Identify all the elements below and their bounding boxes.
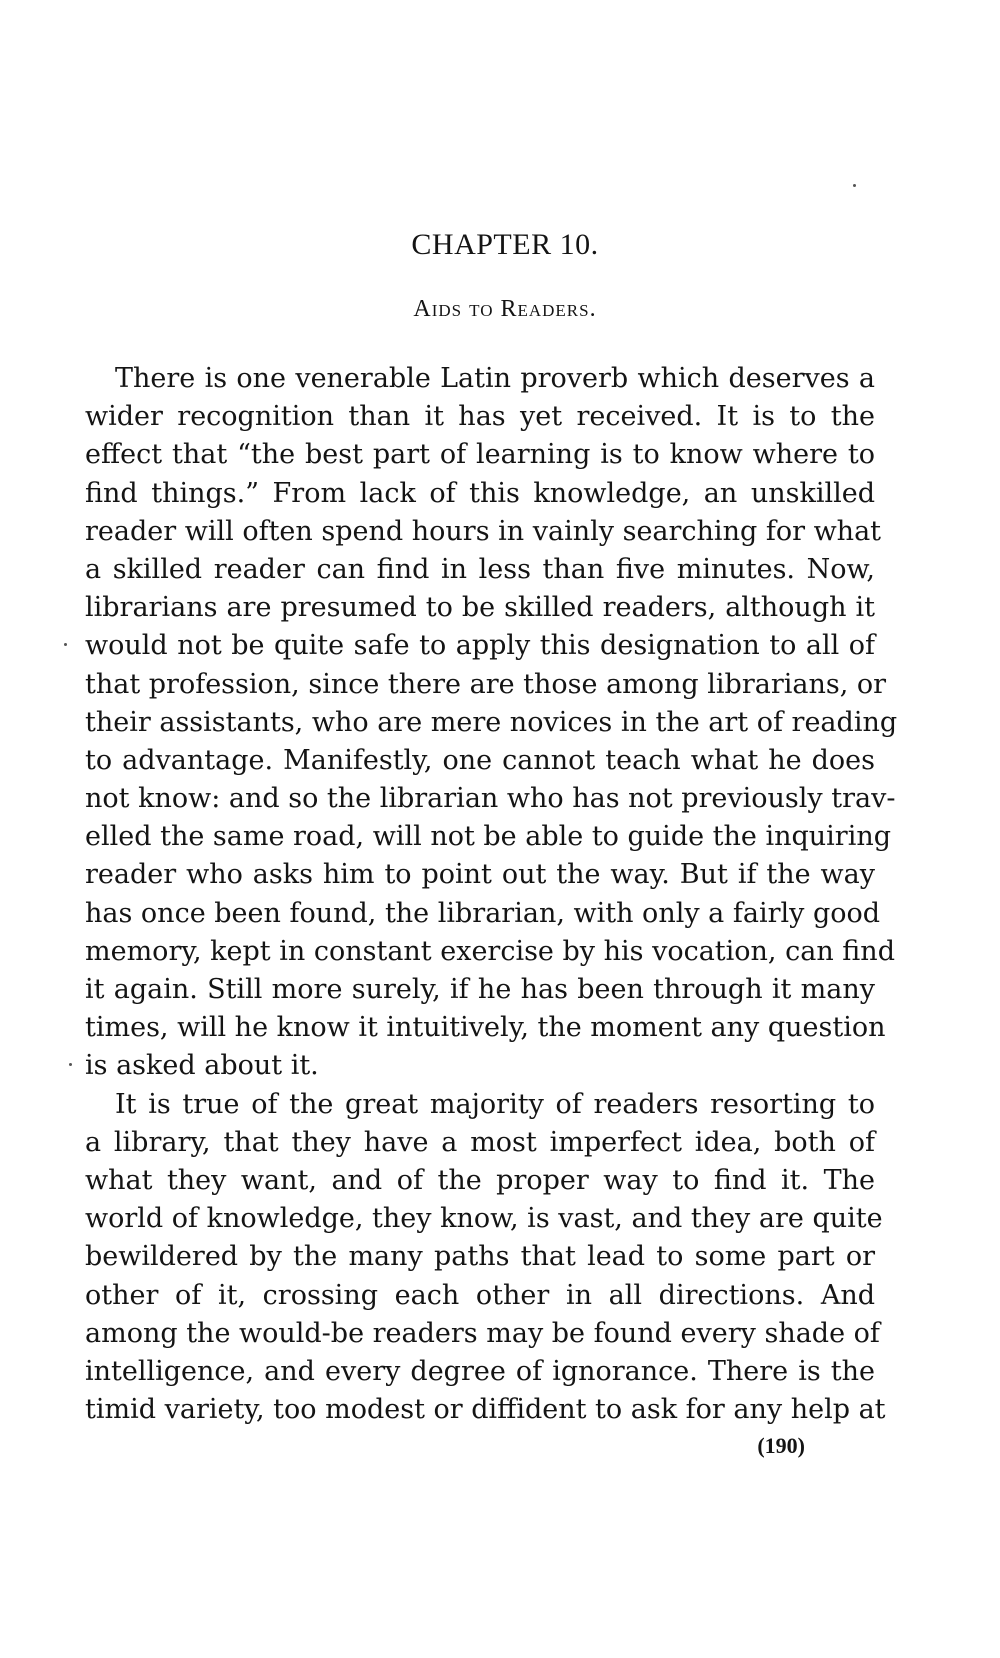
text-line: bewildered by the many paths that lead to some part or [85,1241,875,1273]
text-line: what they want, and of the proper way to find it. The [85,1164,875,1196]
text-line: is asked about it. [85,1050,319,1082]
text-line: elled the same road, will not be able to guide the inquiring [85,821,892,853]
print-speck [853,184,856,187]
chapter-heading: CHAPTER 10. [411,228,599,261]
text-line: not know: and so the librarian who has not previously trav- [85,783,896,815]
text-line: reader will often spend hours in vainly searching for what [85,515,882,547]
print-speck [64,643,67,646]
text-line: it again. Still more surely, if he has been through it many [85,974,875,1005]
text-line: their assistants, who are mere novices in the art of reading [85,706,898,738]
text-line: to advantage. Manifestly, one cannot teach what he does [85,744,875,776]
text-line: wider recognition than it has yet received. It is to the [85,401,875,433]
text-line: a skilled reader can find in less than five minutes. Now, [85,553,875,585]
paragraph [85,360,898,1086]
text-line: has once been found, the librarian, with only a fairly good [85,897,881,929]
text-line: that profession, since there are those among librarians, or [85,668,887,700]
text-line: find things.” From lack of this knowledge, an unskilled [85,477,875,509]
paragraph [85,1086,886,1430]
text-line: memory, kept in constant exercise by his vocation, can find [85,935,895,967]
chapter-body [85,360,898,1429]
text-line: timid variety, too modest or diffident to ask for any help at [85,1394,886,1426]
text-line: world of knowledge, they know, is vast, and they are quite [85,1203,883,1235]
text-line: There is one venerable Latin proverb which deserves a [115,363,875,394]
text-line: librarians are presumed to be skilled readers, although it [85,592,875,624]
text-line: a library, that they have a most imperfect idea, both of [85,1126,875,1158]
text-line: times, will he know it intuitively, the moment any question [85,1012,886,1044]
chapter-subtitle: Aids to Readers. [413,296,597,322]
text-line: among the would-be readers may be found every shade of [85,1317,880,1349]
text-line: other of it, crossing each other in all directions. And [85,1279,875,1311]
print-speck [69,1063,72,1066]
page-number: (190) [757,1433,805,1458]
text-line: would not be quite safe to apply this designation to all of [85,630,875,662]
text-line: effect that “the best part of learning is to know where to [85,439,875,471]
text-line: reader who asks him to point out the way. But if the way [85,859,875,891]
text-line: intelligence, and every degree of ignorance. There is the [85,1355,875,1387]
text-line: It is true of the great majority of readers resorting to [115,1088,875,1120]
